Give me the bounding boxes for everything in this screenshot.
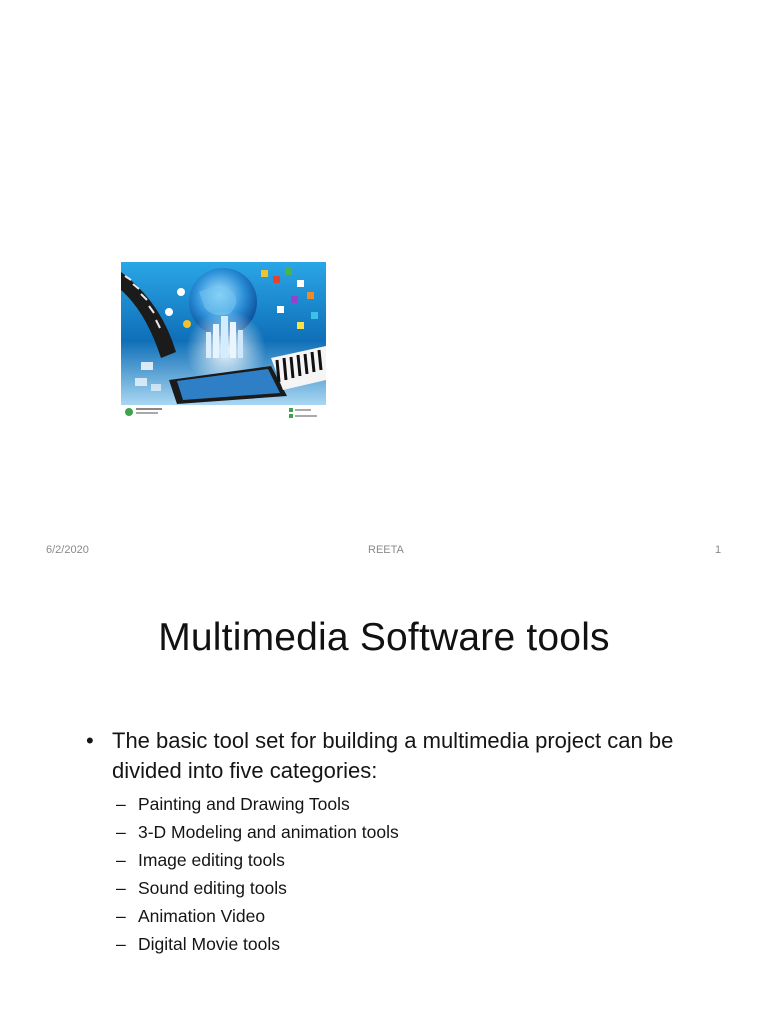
footer-author: REETA (368, 544, 404, 556)
slide-2 (0, 566, 768, 1024)
slide-title: Multimedia Software tools (158, 616, 610, 659)
multimedia-collage-image (121, 262, 326, 420)
dash-marker: – (116, 878, 126, 898)
dash-marker: – (116, 934, 126, 954)
category-list (116, 790, 399, 958)
bullet-marker: • (86, 728, 94, 753)
footer-date: 6/2/2020 (46, 544, 89, 556)
list-item: – Animation Video (116, 902, 399, 930)
footer-page-number: 1 (715, 544, 722, 556)
main-bullet (86, 726, 726, 786)
dash-marker: – (116, 906, 126, 926)
list-item: – Painting and Drawing Tools (116, 790, 399, 818)
list-item: – Image editing tools (116, 846, 399, 874)
list-item: – Sound editing tools (116, 874, 399, 902)
list-item: – Digital Movie tools (116, 930, 399, 958)
list-item: – 3-D Modeling and animation tools (116, 818, 399, 846)
main-bullet-text: The basic tool set for building a multimedia project can be divided into five categories: (112, 728, 674, 783)
dash-marker: – (116, 794, 126, 814)
dash-marker: – (116, 822, 126, 842)
dash-marker: – (116, 850, 126, 870)
